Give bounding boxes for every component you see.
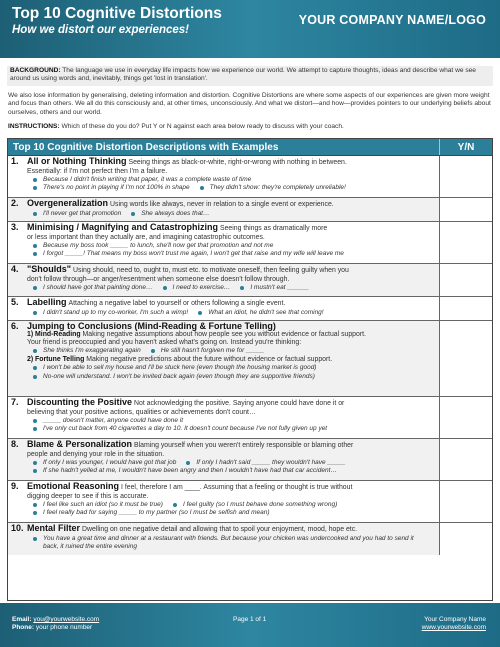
example: There's no point in playing if I'm not 100% in shape (43, 184, 190, 192)
email-label: Email: (12, 616, 32, 623)
yn-answer-cell[interactable] (440, 264, 492, 296)
example: He still hasn't forgiven me for _____ (160, 347, 265, 355)
example: I feel guilty (so I must behave done something wrong) (182, 501, 338, 508)
instructions (7, 123, 493, 131)
table-header-yn: Y/N (457, 142, 475, 153)
row-content (8, 321, 440, 396)
example: If only I was younger, I would have got that job (43, 459, 177, 466)
row-desc: Making negative predictions about the future without evidence or factual support. (86, 355, 333, 363)
row-content (8, 439, 440, 480)
bullet-icon (33, 511, 37, 515)
bullet-icon (33, 469, 37, 473)
row-desc: Dwelling on one negative detail and allowing that to spoil your enjoyment, mood, hope etc. (82, 526, 358, 533)
instructions-text: Which of these do you do? Put Y or N against each area below ready to discuss with your coach. (61, 123, 344, 131)
row-number: 5. (11, 297, 19, 307)
subheading-fortune-telling: 2) Fortune Telling (27, 355, 85, 363)
row-desc: Using should, need to, ought to, must etc. to motivate oneself, then feeling guilty when you (73, 267, 349, 274)
row-content (8, 297, 440, 320)
row-content (8, 264, 440, 296)
yn-answer-cell[interactable] (440, 321, 492, 396)
bullet-icon (186, 461, 190, 465)
bullet-icon (131, 212, 135, 216)
table-row (8, 523, 492, 555)
row-content (8, 397, 440, 438)
company-logo-text: YOUR COMPANY NAME/LOGO (298, 13, 486, 27)
website-link[interactable]: www.yourwebsite.com (421, 624, 486, 631)
row-desc-cont: people and denying your role in the situation. (27, 450, 165, 458)
example: _____ doesn't matter, anyone could have done it (43, 417, 184, 424)
bullet-icon (33, 366, 37, 370)
example: No-one will understand. I won't be invited back again (even though they are supportive friends) (43, 372, 315, 380)
row-number: 7. (11, 397, 19, 407)
example: They didn't show: they're completely unreliable! (209, 184, 346, 192)
example: I'll never get that promotion (43, 209, 122, 217)
bullet-icon (33, 252, 37, 256)
bullet-icon (33, 286, 37, 290)
bullet-icon (151, 349, 155, 353)
page-title: Top 10 Cognitive Distortions (12, 5, 222, 22)
row-title: Blame & Personalization (27, 439, 133, 449)
table-row (8, 156, 492, 198)
background-text: The language we use in everyday life impacts how we experience our world. We attempt to capture thoughts, ideas and describe what we see around us using words and, inevitably, things get 'lost in translation'. (10, 67, 476, 83)
yn-answer-cell[interactable] (440, 198, 492, 221)
row-number: 1. (11, 156, 19, 166)
row-desc-cont: Your friend is preoccupied and you haven't asked what's going on. Instead you're thinking: (27, 339, 302, 346)
example: I mustn't eat ______ (250, 284, 310, 291)
bullet-icon (33, 244, 37, 248)
bullet-icon (33, 419, 37, 423)
bullet-icon (173, 503, 177, 507)
row-title: Discounting the Positive (27, 397, 133, 407)
table-row (8, 397, 492, 439)
bullet-icon (33, 375, 37, 379)
row-title: Labelling (27, 297, 67, 307)
row-desc: Using words like always, never in relation to a single event or experience. (110, 201, 334, 208)
table-header (8, 139, 492, 156)
example: You have a great time and dinner at a restaurant with friends. But because your chicken was undercooked and you had to send it back, it ruined the entire evening (43, 534, 414, 550)
email-link[interactable]: you@yourwebsite.com (33, 616, 100, 623)
bullet-icon (240, 286, 244, 290)
row-content (8, 156, 440, 197)
phone-label: Phone: (12, 624, 35, 631)
row-desc: Making negative assumptions about how people see you without evidence or factual support. (82, 330, 366, 338)
row-title: "Shoulds" (27, 264, 72, 274)
bullet-icon (33, 537, 37, 541)
bullet-icon (33, 311, 37, 315)
row-number: 4. (11, 264, 19, 274)
example: I won't be able to sell my house and I'll be stuck here (even though the housing market is good) (43, 364, 317, 372)
bullet-icon (198, 311, 202, 315)
table-row (8, 297, 492, 321)
subheading-mind-reading: 1) Mind-Reading (27, 330, 81, 338)
company-name: Your Company Name (424, 616, 486, 623)
row-content (8, 481, 440, 522)
row-content (8, 523, 440, 555)
instructions-label: INSTRUCTIONS: (8, 123, 60, 131)
row-desc-cont: believing that your positive actions, qualities or achievements don't count… (27, 408, 256, 416)
row-desc-cont: digging deeper to see if this is accurate. (27, 492, 149, 500)
row-number: 6. (11, 321, 19, 331)
page-footer (0, 603, 500, 647)
row-number: 8. (11, 439, 19, 449)
example: I should have got that painting done… (43, 284, 153, 291)
example: If only I hadn't said _____ they wouldn't have _____ (196, 459, 346, 466)
row-desc-cont: Essentially: if I'm not perfect then I'm a failure. (27, 167, 168, 175)
example: I've only cut back from 40 cigarettes a day to 10. It doesn't count because I've not fully given up yet (43, 425, 328, 433)
row-title: Mental Filter (27, 523, 81, 533)
example: Because I didn't finish writing that paper, it was a complete waste of time (43, 176, 252, 183)
example: If she hadn't yelled at me, I wouldn't have been angry and then I wouldn't have had that car accident… (43, 467, 337, 475)
yn-answer-cell[interactable] (440, 297, 492, 320)
table-header-title: Top 10 Cognitive Distortion Descriptions with Examples (8, 139, 440, 155)
row-desc: Attaching a negative label to yourself or others following a single event. (68, 300, 286, 307)
example: Because my boss took _____ to lunch, she'll now get that promotion and not me (43, 242, 274, 249)
yn-answer-cell[interactable] (440, 222, 492, 263)
row-title: All or Nothing Thinking (27, 156, 127, 166)
example: She thinks I'm exaggerating again (43, 347, 141, 355)
example: What an idiot, he didn't see that coming! (208, 308, 324, 316)
bullet-icon (33, 186, 37, 190)
table-row (8, 222, 492, 264)
footer-contact (12, 616, 99, 632)
yn-answer-cell[interactable] (440, 481, 492, 522)
row-number: 10. (11, 523, 24, 533)
example: I feel like such an idiot (so it must be true) (43, 501, 163, 508)
yn-answer-cell[interactable] (440, 397, 492, 438)
row-number: 9. (11, 481, 19, 491)
row-number: 2. (11, 198, 19, 208)
row-desc: Seeing things as dramatically more (220, 225, 328, 232)
row-desc-cont: or less important than they actually are, and imagining catastrophic outcomes. (27, 233, 265, 241)
row-title: Jumping to Conclusions (Mind-Reading & Fortune Telling) (27, 321, 276, 331)
example: I forgot _____! That means my boss won't trust me again, I won't get that raise and my wife will leave me (43, 250, 344, 258)
row-content (8, 222, 440, 263)
example: She always does that… (141, 209, 210, 217)
row-desc-cont: don't follow through—or anger/resentment when someone else doesn't follow through. (27, 275, 290, 283)
yn-answer-cell[interactable] (440, 523, 492, 555)
bullet-icon (33, 178, 37, 182)
distortions-table (7, 138, 493, 601)
example: I didn't stand up to my co-worker, I'm such a wimp! (43, 308, 189, 316)
row-desc: I feel, therefore I am ____. Assuming that a feeling or thought is true without (121, 484, 353, 491)
row-desc: Not acknowledging the positive. Saying anyone could have done it or (134, 400, 345, 407)
page-subtitle: How we distort our experiences! (12, 24, 190, 36)
yn-answer-cell[interactable] (440, 439, 492, 480)
row-content (8, 198, 440, 221)
bullet-icon (200, 186, 204, 190)
phone-number: your phone number (35, 624, 93, 631)
background-label: BACKGROUND: (10, 67, 61, 74)
example: I need to exercise… (172, 284, 231, 291)
footer-company (422, 616, 486, 632)
bullet-icon (33, 461, 37, 465)
table-row (8, 321, 492, 397)
row-desc: Seeing things as black-or-white, right-or-wrong with nothing in between. (128, 159, 347, 166)
table-row (8, 198, 492, 222)
bullet-icon (33, 349, 37, 353)
table-row (8, 439, 492, 481)
row-title: Emotional Reasoning (27, 481, 120, 491)
yn-answer-cell[interactable] (440, 156, 492, 197)
intro-paragraph: We also lose information by generalising, deleting information and distortion. Cognitive Distortions are where some aspects of our experiences are given more weight and focus than others. We all do this consciously and, at other times, unconsciously. And what we distort—and how—provides pointers to our underlying beliefs about ourselves, others and our world. (8, 91, 491, 116)
row-title: Minimising / Magnifying and Catastrophizing (27, 222, 218, 232)
table-row (8, 481, 492, 523)
background-box (7, 66, 493, 86)
bullet-icon (33, 212, 37, 216)
page-header (0, 0, 500, 58)
row-title: Overgeneralization (27, 198, 109, 208)
bullet-icon (33, 503, 37, 507)
intro-section (7, 66, 493, 137)
row-desc: Blaming yourself when you weren't entirely responsible or blaming other (134, 442, 354, 449)
example: I feel really bad for saying _____ to my partner (so I must be selfish and mean) (43, 509, 270, 517)
bullet-icon (33, 427, 37, 431)
table-row (8, 264, 492, 297)
bullet-icon (163, 286, 167, 290)
row-number: 3. (11, 222, 19, 232)
page-number: Page 1 of 1 (233, 616, 267, 623)
